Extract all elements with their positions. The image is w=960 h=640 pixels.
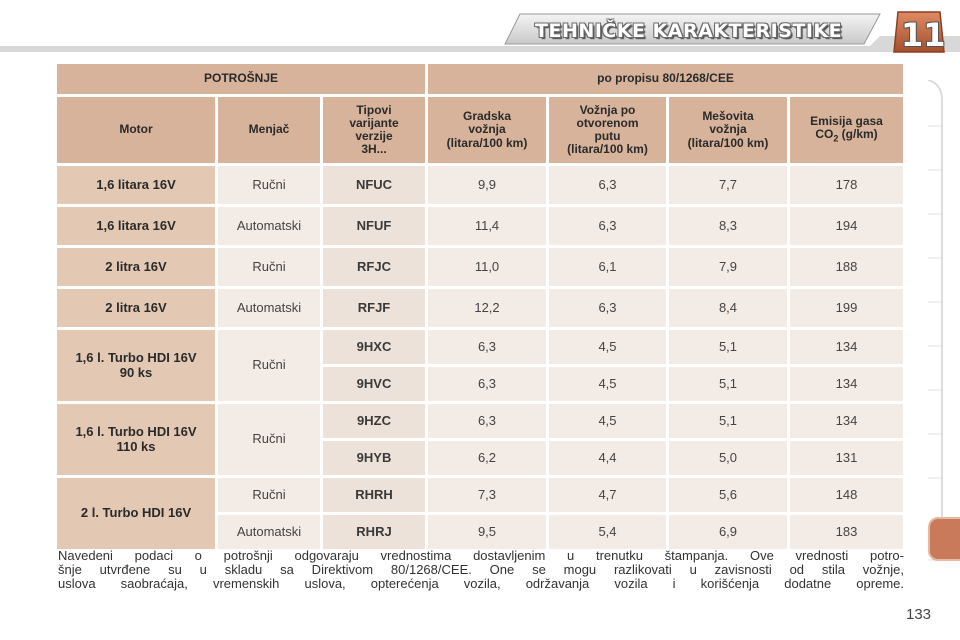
motor-cell-text: 1,6 litara 16V [96, 176, 176, 192]
combined-value-cell [669, 289, 787, 327]
emission-value-text: 188 [835, 258, 858, 274]
extra-urban-value-cell [549, 478, 666, 512]
gearbox-cell [218, 515, 320, 549]
urban-value-text: 6,3 [477, 375, 497, 391]
column-header-emission-line [810, 128, 883, 144]
co2-subscript: 2 [833, 133, 839, 144]
gearbox-cell-text: Ručni [252, 258, 286, 274]
group-header-directive-text: po propisu 80/1268/CEE [597, 71, 734, 86]
type-code-cell [323, 515, 425, 549]
motor-cell-text: 2 litra 16V [105, 258, 167, 274]
type-code-cell [323, 207, 425, 245]
extra-urban-value-cell [549, 367, 666, 401]
motor-cell-text: 2 l. Turbo HDI 16V [80, 505, 192, 521]
gearbox-cell-text: Automatski [236, 523, 302, 539]
combined-value-cell [669, 404, 787, 438]
emission-value-cell [790, 289, 903, 327]
type-code-text: RFJF [357, 299, 391, 315]
column-header-type-line: Tipovi [356, 102, 392, 117]
extra-urban-value-cell [549, 289, 666, 327]
emission-value-cell [790, 441, 903, 475]
combined-value-cell [669, 248, 787, 286]
extra-urban-value-text: 6,3 [598, 176, 617, 192]
column-header-gearbox-text: Menjač [248, 122, 290, 137]
urban-value-text: 6,2 [477, 449, 497, 465]
group-header-consumption-text: POTROŠNJE [203, 71, 278, 86]
gearbox-cell-text: Ručni [252, 176, 286, 192]
combined-value-text: 8,4 [718, 299, 738, 315]
column-header-combined-line: Mešovita [702, 109, 754, 124]
urban-value-text: 6,3 [477, 338, 497, 354]
type-code-text: NFUF [356, 217, 392, 233]
column-header-urban-line: vožnja [468, 122, 506, 137]
type-code-cell [323, 289, 425, 327]
gearbox-cell-text: Ručni [252, 431, 286, 447]
column-header-extra-urban [549, 97, 666, 163]
emission-value-cell [790, 478, 903, 512]
type-code-text: RFJC [357, 258, 391, 274]
column-header-combined-line: vožnja [709, 122, 747, 137]
gearbox-cell [218, 248, 320, 286]
column-header-extra-urban-line: otvorenom [576, 115, 639, 130]
emission-value-cell [790, 330, 903, 364]
emission-value-text: 134 [835, 375, 858, 391]
column-header-extra-urban-line: putu [594, 129, 621, 143]
emission-value-cell [790, 515, 903, 549]
combined-value-text: 8,3 [718, 217, 738, 233]
type-code-cell [323, 166, 425, 204]
type-code-text: 9HXC [356, 338, 392, 354]
extra-urban-value-cell [549, 166, 666, 204]
gearbox-cell [218, 404, 320, 475]
type-code-cell [323, 441, 425, 475]
emission-value-text: 199 [835, 299, 858, 315]
type-code-cell [323, 478, 425, 512]
type-code-cell [323, 404, 425, 438]
combined-value-text: 5,1 [718, 412, 738, 428]
chapter-side-tab[interactable] [928, 517, 960, 561]
gearbox-cell-text: Ručni [252, 486, 286, 502]
combined-value-text: 5,6 [718, 486, 738, 502]
gearbox-cell-text: Automatski [236, 217, 302, 233]
extra-urban-value-text: 6,1 [598, 258, 617, 274]
column-header-combined-line: (litara/100 km) [687, 135, 769, 150]
motor-cell [57, 404, 215, 475]
extra-urban-value-cell [549, 330, 666, 364]
column-header-emission-line: Emisija gasa [810, 114, 883, 129]
type-code-cell [323, 330, 425, 364]
type-code-text: RHRH [355, 486, 393, 502]
urban-value-cell [428, 441, 546, 475]
urban-value-text: 7,3 [477, 486, 497, 502]
emission-value-cell [790, 166, 903, 204]
type-code-text: 9HZC [357, 412, 391, 428]
emission-value-cell [790, 367, 903, 401]
column-header-type [323, 97, 425, 163]
type-code-text: RHRJ [356, 523, 392, 539]
extra-urban-value-text: 4,4 [598, 449, 617, 465]
column-header-motor-text: Motor [119, 122, 153, 137]
emission-value-text: 134 [835, 412, 858, 428]
co-text: CO [815, 127, 834, 142]
column-header-gearbox [218, 97, 320, 163]
combined-value-cell [669, 166, 787, 204]
combined-value-cell [669, 330, 787, 364]
footnote-line: šnje utvrđene su u skladu sa Direktivom 80/1268/CEE. One se mogu razlikovati u zavisnosti od stila vožnje, [58, 562, 904, 577]
type-code-cell [323, 367, 425, 401]
urban-value-text: 11,0 [474, 258, 500, 274]
footnote-line: uslova saobraćaja, vremenskih uslova, opterećenja vozila, održavanja vozila i korišćenja dodatne opreme. [58, 576, 904, 591]
urban-value-cell [428, 478, 546, 512]
emission-value-text: 178 [835, 176, 858, 192]
column-header-urban-line: Gradska [462, 109, 512, 124]
emission-value-text: 134 [835, 338, 858, 354]
column-header-type-line: varijante [349, 115, 399, 130]
urban-value-text: 12,2 [474, 299, 500, 315]
extra-urban-value-text: 4,7 [598, 486, 617, 502]
side-index-decoration [928, 80, 960, 580]
extra-urban-value-cell [549, 207, 666, 245]
gearbox-cell [218, 478, 320, 512]
column-header-type-line: 3H... [361, 142, 387, 157]
column-header-urban [428, 97, 546, 163]
urban-value-cell [428, 330, 546, 364]
page-title: TEHNIČKE KARAKTERISTIKE [535, 20, 843, 42]
combined-value-cell [669, 207, 787, 245]
motor-cell-text: 1,6 litara 16V [96, 217, 176, 233]
extra-urban-value-text: 5,4 [598, 523, 617, 539]
combined-value-cell [669, 478, 787, 512]
column-header-extra-urban-line: Vožnja po [579, 102, 636, 117]
column-header-motor [57, 97, 215, 163]
urban-value-text: 9,5 [477, 523, 497, 539]
emission-value-cell [790, 248, 903, 286]
urban-value-cell [428, 248, 546, 286]
motor-cell [57, 207, 215, 245]
motor-cell [57, 248, 215, 286]
type-code-cell [323, 248, 425, 286]
motor-cell-text: 1,6 l. Turbo HDI 16V [75, 424, 197, 440]
column-header-combined [669, 97, 787, 163]
gearbox-cell [218, 289, 320, 327]
emission-value-text: 183 [835, 523, 858, 539]
urban-value-cell [428, 367, 546, 401]
urban-value-cell [428, 515, 546, 549]
motor-cell [57, 166, 215, 204]
urban-value-cell [428, 166, 546, 204]
gearbox-cell-text: Ručni [252, 357, 286, 373]
motor-cell [57, 330, 215, 401]
extra-urban-value-cell [549, 404, 666, 438]
emission-value-text: 131 [835, 449, 858, 465]
column-header-urban-line: (litara/100 km) [446, 135, 528, 150]
combined-value-cell [669, 441, 787, 475]
gearbox-cell [218, 207, 320, 245]
chapter-number: 11 [901, 16, 946, 54]
emission-value-text: 148 [835, 486, 858, 502]
gearbox-cell-text: Automatski [236, 299, 302, 315]
gearbox-cell [218, 166, 320, 204]
combined-value-text: 7,9 [718, 258, 738, 274]
combined-value-cell [669, 515, 787, 549]
combined-value-text: 5,0 [718, 449, 738, 465]
group-header-consumption [57, 64, 425, 94]
footnote-line: Navedeni podaci o potrošnji odgovaraju vrednostima dostavljenim u trenutku štampanja. Ove vrednosti potro- [58, 548, 904, 563]
extra-urban-value-cell [549, 515, 666, 549]
extra-urban-value-cell [549, 248, 666, 286]
extra-urban-value-text: 6,3 [598, 299, 617, 315]
urban-value-text: 6,3 [477, 412, 497, 428]
footnote-paragraph [58, 549, 904, 591]
motor-cell-text: 110 ks [116, 438, 156, 454]
combined-value-text: 5,1 [718, 338, 738, 354]
motor-cell-text: 1,6 l. Turbo HDI 16V [75, 350, 197, 366]
emission-value-cell [790, 404, 903, 438]
emission-value-cell [790, 207, 903, 245]
combined-value-cell [669, 367, 787, 401]
emission-value-text: 194 [835, 217, 858, 233]
combined-value-text: 6,9 [718, 523, 738, 539]
urban-value-cell [428, 289, 546, 327]
type-code-text: 9HVC [356, 375, 392, 391]
extra-urban-value-cell [549, 441, 666, 475]
extra-urban-value-text: 4,5 [598, 412, 617, 428]
motor-cell-text: 2 litra 16V [105, 299, 167, 315]
column-header-emission [790, 97, 903, 163]
type-code-text: NFUC [355, 176, 393, 192]
extra-urban-value-text: 4,5 [598, 375, 617, 391]
combined-value-text: 7,7 [718, 176, 738, 192]
urban-value-text: 9,9 [477, 176, 497, 192]
urban-value-cell [428, 207, 546, 245]
urban-value-text: 11,4 [474, 217, 500, 233]
page-number: 133 [906, 606, 932, 623]
motor-cell-text: 90 ks [119, 364, 153, 380]
emission-unit: (g/km) [838, 127, 878, 142]
combined-value-text: 5,1 [718, 375, 738, 391]
urban-value-cell [428, 404, 546, 438]
group-header-directive [428, 64, 903, 94]
type-code-text: 9HYB [356, 449, 392, 465]
motor-cell [57, 289, 215, 327]
motor-cell [57, 478, 215, 549]
column-header-extra-urban-line: (litara/100 km) [567, 142, 648, 157]
extra-urban-value-text: 6,3 [598, 217, 617, 233]
extra-urban-value-text: 4,5 [598, 338, 617, 354]
column-header-type-line: verzije [355, 129, 393, 143]
gearbox-cell [218, 330, 320, 401]
